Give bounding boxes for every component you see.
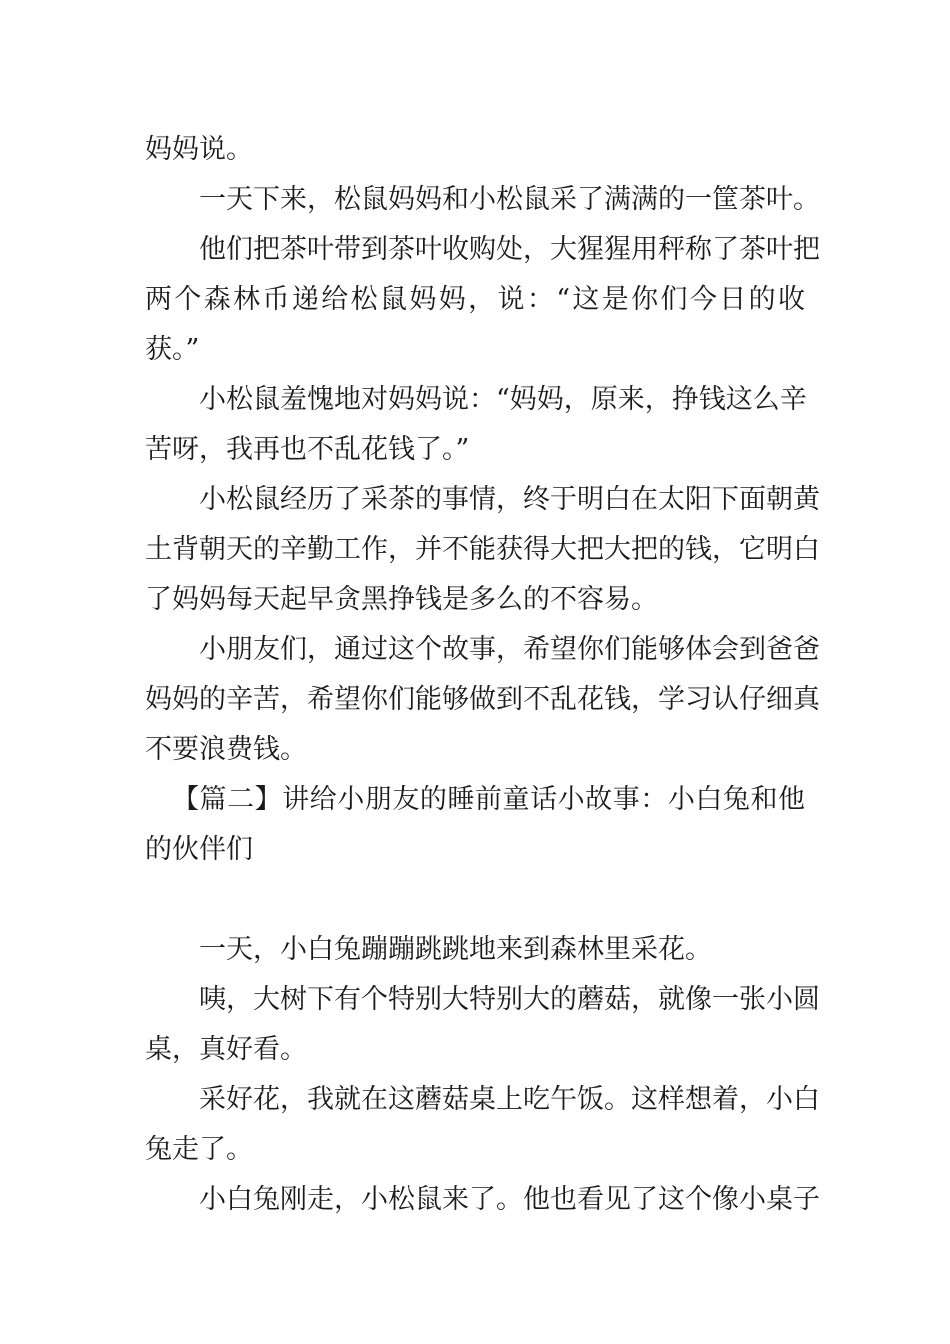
text-line: 苦呀，我再也不乱花钱了。”: [145, 434, 470, 465]
paragraph-line: 咦，大树下有个特别大特别大的蘑菇，就像一张小圆: [199, 984, 820, 1015]
text-line: 土背朝天的辛勤工作，并不能获得大把大把的钱，它明白: [145, 534, 820, 565]
text-line: 两个森林币递给松鼠妈妈，说：“这是你们今日的收: [145, 284, 805, 315]
text-line: 妈妈说。: [145, 134, 253, 165]
text-line: 获。”: [145, 334, 200, 365]
text-line: 兔走了。: [145, 1134, 253, 1165]
paragraph-line: 一天，小白兔蹦蹦跳跳地来到森林里采花。: [199, 934, 712, 965]
paragraph-line: 小朋友们，通过这个故事，希望你们能够体会到爸爸: [199, 634, 820, 665]
paragraph-line: 小松鼠经历了采茶的事情，终于明白在太阳下面朝黄: [199, 484, 820, 515]
text-line: 不要浪费钱。: [145, 734, 307, 765]
text-line: 了妈妈每天起早贪黑挣钱是多么的不容易。: [145, 584, 658, 615]
paragraph-line: 采好花，我就在这蘑菇桌上吃午饭。这样想着，小白: [199, 1084, 820, 1115]
paragraph-line: 一天下来，松鼠妈妈和小松鼠采了满满的一筐茶叶。: [199, 184, 820, 215]
text-line: 桌，真好看。: [145, 1034, 307, 1065]
paragraph-line: 他们把茶叶带到茶叶收购处，大猩猩用秤称了茶叶把: [199, 234, 820, 265]
text-line: 妈妈的辛苦，希望你们能够做到不乱花钱，学习认仔细真: [145, 684, 820, 715]
section-heading-cont: 的伙伴们: [145, 834, 253, 865]
paragraph-line: 小白兔刚走，小松鼠来了。他也看见了这个像小桌子: [199, 1184, 820, 1215]
paragraph-line: 小松鼠羞愧地对妈妈说：“妈妈，原来，挣钱这么辛: [199, 384, 807, 415]
section-heading: 【篇二】讲给小朋友的睡前童话小故事：小白兔和他: [172, 784, 805, 815]
